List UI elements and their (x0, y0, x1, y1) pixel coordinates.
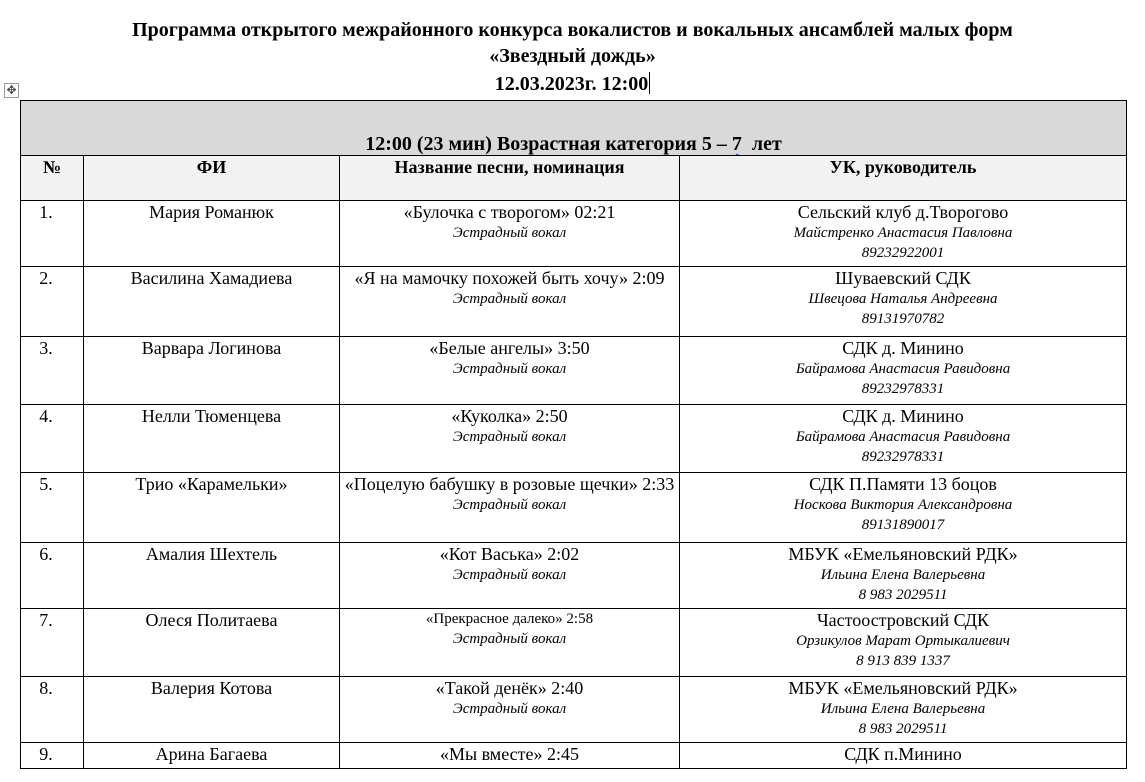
row-number: 9. (21, 743, 84, 769)
participant-name: Мария Романюк (84, 201, 340, 267)
leader-name: Байрамова Анастасия Равидовна (795, 361, 1011, 377)
event-datetime[interactable] (0, 72, 1145, 96)
participant-name: Василина Хамадиева (84, 267, 340, 337)
organization: СДК п.Минино (844, 744, 962, 764)
organization: СДК д. Минино (842, 338, 964, 358)
text-cursor (649, 72, 650, 94)
table-header-row (21, 156, 1127, 201)
song-title: «Я на мамочку похожей быть хочу» 2:09 (354, 268, 665, 288)
song-title: «Такой денёк» 2:40 (435, 678, 584, 698)
song-cell (340, 267, 680, 337)
table-move-handle-icon[interactable]: ✥ (4, 83, 19, 98)
age-category-upper: 7 (731, 133, 742, 155)
participant-name: Валерия Котова (84, 677, 340, 743)
table-row (21, 405, 1127, 473)
age-category-cell (21, 101, 1127, 156)
row-number: 2. (21, 267, 84, 337)
song-title: «Поцелую бабушку в розовые щечки» 2:33 (344, 474, 675, 494)
organization: МБУК «Емельяновский РДК» (788, 544, 1018, 564)
leader-name: Майстренко Анастасия Павловна (793, 225, 1013, 241)
song-title: «Куколка» 2:50 (451, 406, 568, 426)
organization-cell (680, 543, 1127, 609)
row-number: 4. (21, 405, 84, 473)
row-number: 1. (21, 201, 84, 267)
organization-cell (680, 267, 1127, 337)
song-cell (340, 201, 680, 267)
song-cell (340, 473, 680, 543)
organization: СДК П.Памяти 13 боцов (809, 474, 997, 494)
leader-phone: 89232978331 (861, 449, 945, 465)
nomination: Эстрадный вокал (452, 291, 567, 307)
organization-cell (680, 677, 1127, 743)
table-row (21, 473, 1127, 543)
organization-cell (680, 337, 1127, 405)
age-category-suffix: лет (741, 133, 782, 155)
table-row (21, 337, 1127, 405)
contest-name: «Звездный дождь» (489, 45, 656, 67)
leader-phone: 89131890017 (861, 517, 945, 533)
age-category-row (21, 101, 1127, 156)
organization-cell (680, 201, 1127, 267)
table-row (21, 743, 1127, 769)
nomination: Эстрадный вокал (452, 429, 567, 445)
song-cell (340, 543, 680, 609)
organization: Частоостровский СДК (816, 610, 990, 630)
song-cell (340, 405, 680, 473)
document-title-line1: Программа открытого межрайонного конкурса вокалистов и вокальных ансамблей малых форм (132, 19, 1013, 41)
leader-phone: 8 983 2029511 (858, 721, 948, 737)
song-cell (340, 677, 680, 743)
age-category-prefix: 12:00 (23 мин) Возрастная категория 5 – (365, 133, 732, 155)
table-row (21, 543, 1127, 609)
song-title: «Прекрасное далеко» 2:58 (425, 611, 594, 627)
row-number: 5. (21, 473, 84, 543)
organization: Сельский клуб д.Творогово (797, 202, 1009, 222)
table-row (21, 677, 1127, 743)
row-number: 8. (21, 677, 84, 743)
organization: Шуваевский СДК (835, 268, 971, 288)
event-datetime-text: 12.03.2023г. 12:00 (494, 73, 649, 95)
leader-name: Байрамова Анастасия Равидовна (795, 429, 1011, 445)
program-table (20, 100, 1127, 769)
leader-name: Ильина Елена Валерьевна (820, 567, 986, 583)
row-number: 6. (21, 543, 84, 609)
nomination: Эстрадный вокал (452, 631, 567, 647)
leader-name: Носкова Виктория Александровна (793, 497, 1013, 513)
col-header-organization: УК, руководитель (680, 156, 1127, 201)
table-row (21, 201, 1127, 267)
organization: МБУК «Емельяновский РДК» (788, 678, 1018, 698)
leader-phone: 89131970782 (861, 311, 945, 327)
song-cell (340, 337, 680, 405)
organization: СДК д. Минино (842, 406, 964, 426)
participant-name: Варвара Логинова (84, 337, 340, 405)
participant-name: Нелли Тюменцева (84, 405, 340, 473)
col-header-song: Название песни, номинация (340, 156, 680, 201)
leader-phone: 89232978331 (861, 381, 945, 397)
song-cell (340, 743, 680, 769)
nomination: Эстрадный вокал (452, 701, 567, 717)
nomination: Эстрадный вокал (452, 225, 567, 241)
leader-phone: 89232922001 (861, 245, 945, 261)
organization-cell (680, 405, 1127, 473)
nomination: Эстрадный вокал (452, 361, 567, 377)
leader-phone: 8 983 2029511 (858, 587, 948, 603)
song-title: «Мы вместе» 2:45 (440, 744, 579, 764)
col-header-number: № (21, 156, 84, 201)
participant-name: Трио «Карамельки» (84, 473, 340, 543)
song-title: «Булочка с творогом» 02:21 (403, 202, 616, 222)
table-row (21, 267, 1127, 337)
leader-phone: 8 913 839 1337 (856, 653, 950, 669)
row-number: 7. (21, 609, 84, 677)
leader-name: Швецова Наталья Андреевна (808, 291, 998, 307)
leader-name: Ильина Елена Валерьевна (820, 701, 986, 717)
row-number: 3. (21, 337, 84, 405)
song-title: «Кот Васька» 2:02 (439, 544, 580, 564)
organization-cell (680, 473, 1127, 543)
col-header-name: ФИ (84, 156, 340, 201)
participant-name: Олеся Политаева (84, 609, 340, 677)
participant-name: Амалия Шехтель (84, 543, 340, 609)
participant-name: Арина Багаева (84, 743, 340, 769)
song-title: «Белые ангелы» 3:50 (429, 338, 590, 358)
organization-cell (680, 743, 1127, 769)
nomination: Эстрадный вокал (452, 567, 567, 583)
nomination: Эстрадный вокал (452, 497, 567, 513)
song-cell (340, 609, 680, 677)
table-row (21, 609, 1127, 677)
leader-name: Орзикулов Марат Ортыкалиевич (796, 633, 1010, 649)
organization-cell (680, 609, 1127, 677)
